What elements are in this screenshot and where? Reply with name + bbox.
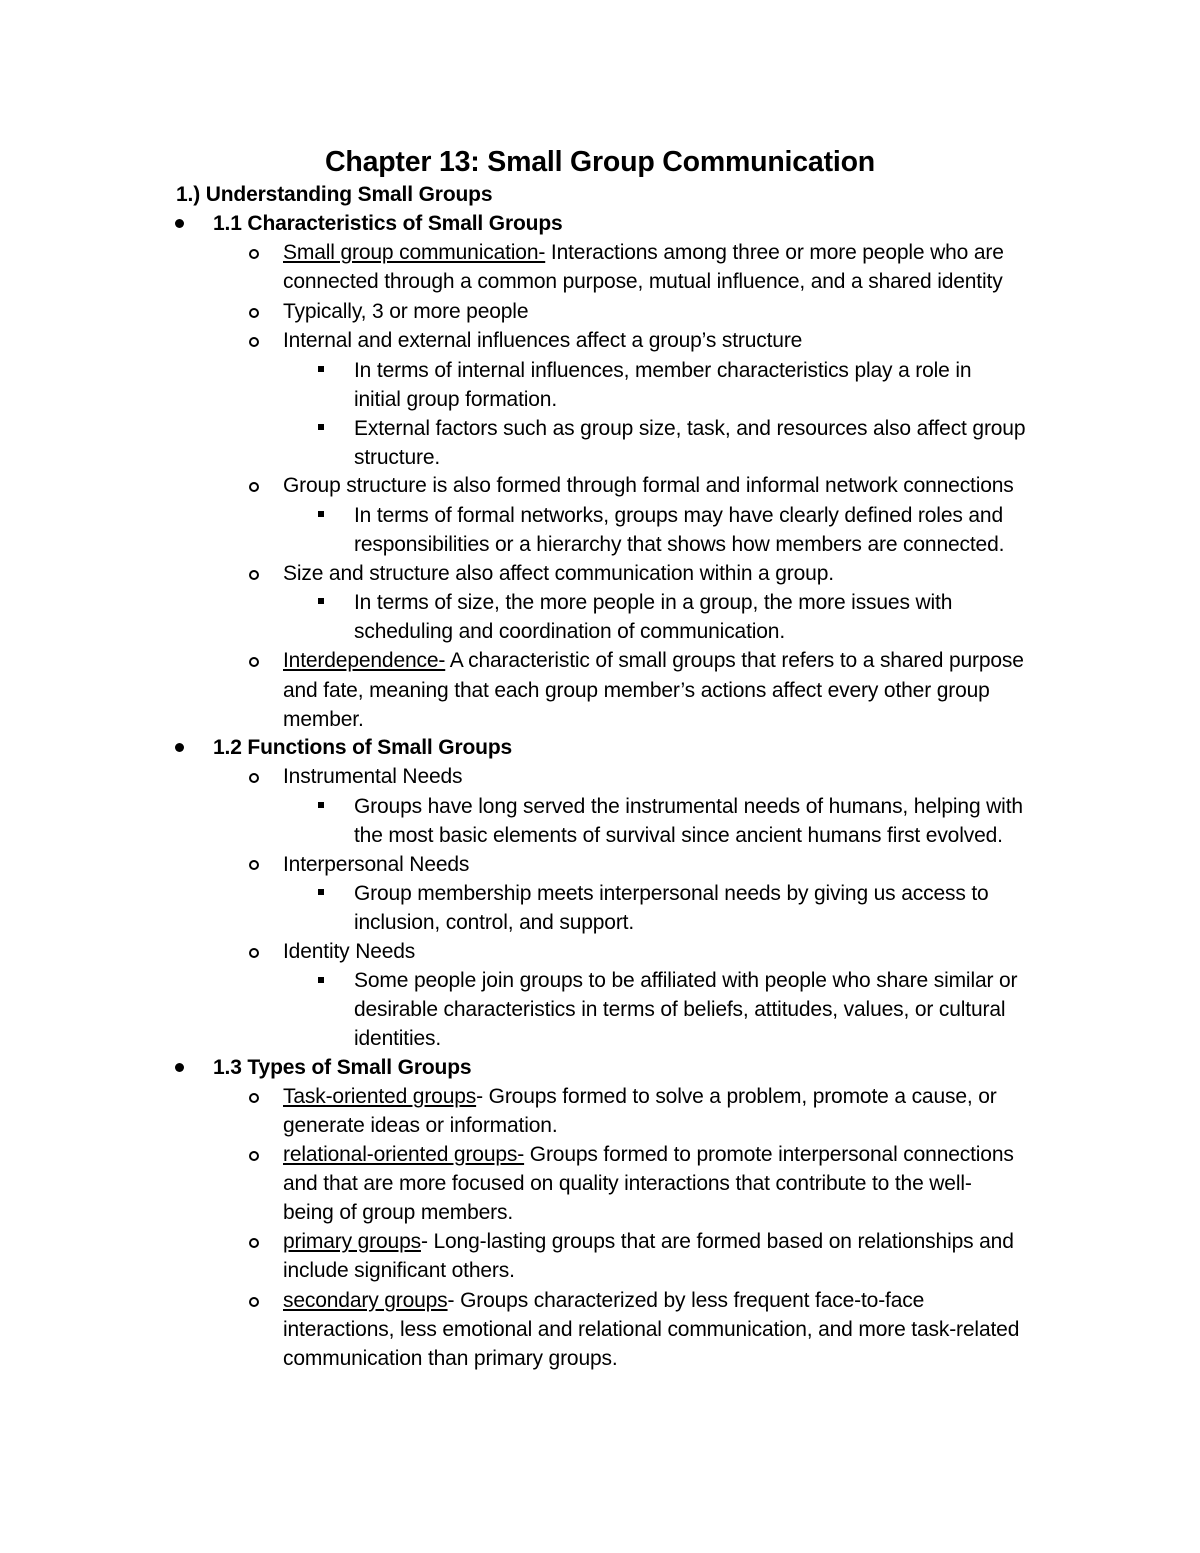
list-item-continuation: member. <box>283 708 364 731</box>
list-item-continuation: identities. <box>354 1027 442 1050</box>
list-item: Group membership meets interpersonal needs by giving us access to <box>354 882 989 905</box>
list-item: Internal and external influences affect a group’s structure <box>283 329 803 352</box>
list-item: In terms of size, the more people in a group, the more issues with <box>354 591 953 614</box>
term-primary-groups: primary groups <box>283 1230 421 1253</box>
bullet-circle <box>249 1297 259 1307</box>
section-heading-1: 1.) Understanding Small Groups <box>176 183 493 206</box>
list-item <box>283 646 1024 675</box>
bullet-circle <box>249 482 259 492</box>
list-item-continuation: scheduling and coordination of communication. <box>354 620 786 643</box>
bullet-square <box>318 977 324 983</box>
definition-text: Interactions among three or more people who are <box>545 241 1004 264</box>
list-item: Group structure is also formed through formal and informal network connections <box>283 474 1014 497</box>
list-item-continuation: structure. <box>354 446 441 469</box>
term-task-oriented-groups: Task-oriented groups <box>283 1085 477 1108</box>
list-item <box>283 1227 1014 1256</box>
bullet-circle <box>249 773 259 783</box>
list-item-continuation: and that are more focused on quality interactions that contribute to the well- <box>283 1172 972 1195</box>
bullet-disc <box>175 1063 184 1072</box>
list-item-continuation: generate ideas or information. <box>283 1114 558 1137</box>
list-item: In terms of internal influences, member characteristics play a role in <box>354 359 972 382</box>
list-item-continuation: desirable characteristics in terms of beliefs, attitudes, values, or cultural <box>354 998 1006 1021</box>
list-item: In terms of formal networks, groups may have clearly defined roles and <box>354 504 1003 527</box>
list-item-continuation: include significant others. <box>283 1259 515 1282</box>
list-item: Typically, 3 or more people <box>283 300 529 323</box>
bullet-square <box>318 366 324 372</box>
bullet-square <box>318 598 324 604</box>
bullet-square <box>318 511 324 517</box>
bullet-circle <box>249 337 259 347</box>
list-item: Instrumental Needs <box>283 765 463 788</box>
list-item-continuation: being of group members. <box>283 1201 514 1224</box>
list-item-continuation: and fate, meaning that each group member’s actions affect every other group <box>283 679 990 702</box>
list-item-continuation: inclusion, control, and support. <box>354 911 635 934</box>
list-item: Groups have long served the instrumental needs of humans, helping with <box>354 795 1023 818</box>
definition-text: Groups formed to promote interpersonal connections <box>524 1143 1014 1166</box>
definition-text: A characteristic of small groups that refers to a shared purpose <box>445 649 1024 672</box>
bullet-circle <box>249 1151 259 1161</box>
term-small-group-communication: Small group communication- <box>283 241 546 264</box>
list-item <box>283 1286 924 1315</box>
page-title: Chapter 13: Small Group Communication <box>324 146 875 178</box>
term-interdependence: Interdependence- <box>283 649 446 672</box>
subsection-heading-1-3: 1.3 Types of Small Groups <box>213 1056 472 1079</box>
bullet-circle <box>249 570 259 580</box>
subsection-heading-1-1: 1.1 Characteristics of Small Groups <box>213 212 563 235</box>
list-item <box>283 1140 1014 1169</box>
bullet-circle <box>249 249 259 259</box>
list-item: Size and structure also affect communication within a group. <box>283 562 834 585</box>
bullet-square <box>318 802 324 808</box>
bullet-circle <box>249 1093 259 1103</box>
bullet-circle <box>249 1238 259 1248</box>
subsection-heading-1-2: 1.2 Functions of Small Groups <box>213 736 513 759</box>
list-item: External factors such as group size, task, and resources also affect group <box>354 417 1026 440</box>
list-item <box>283 1082 997 1111</box>
list-item: Interpersonal Needs <box>283 853 470 876</box>
term-relational-oriented-groups: relational-oriented groups- <box>283 1143 525 1166</box>
bullet-circle <box>249 308 259 318</box>
bullet-square <box>318 424 324 430</box>
list-item-continuation: interactions, less emotional and relational communication, and more task-related <box>283 1318 1020 1341</box>
definition-text: - Groups characterized by less frequent face-to-face <box>447 1289 925 1312</box>
list-item-continuation: initial group formation. <box>354 388 558 411</box>
list-item-continuation: responsibilities or a hierarchy that shows how members are connected. <box>354 533 1005 556</box>
list-item-continuation: the most basic elements of survival since ancient humans first evolved. <box>354 824 1003 847</box>
bullet-circle <box>249 948 259 958</box>
bullet-disc <box>175 743 184 752</box>
list-item-continuation: communication than primary groups. <box>283 1347 618 1370</box>
bullet-circle <box>249 657 259 667</box>
bullet-square <box>318 889 324 895</box>
list-item-continuation: connected through a common purpose, mutual influence, and a shared identity <box>283 270 1003 293</box>
definition-text: - Long-lasting groups that are formed based on relationships and <box>420 1230 1014 1253</box>
list-item: Identity Needs <box>283 940 416 963</box>
bullet-circle <box>249 860 259 870</box>
bullet-disc <box>175 219 184 228</box>
definition-text: - Groups formed to solve a problem, promote a cause, or <box>476 1085 997 1108</box>
term-secondary-groups: secondary groups <box>283 1289 448 1312</box>
list-item: Some people join groups to be affiliated with people who share similar or <box>354 969 1018 992</box>
list-item <box>283 238 1004 267</box>
